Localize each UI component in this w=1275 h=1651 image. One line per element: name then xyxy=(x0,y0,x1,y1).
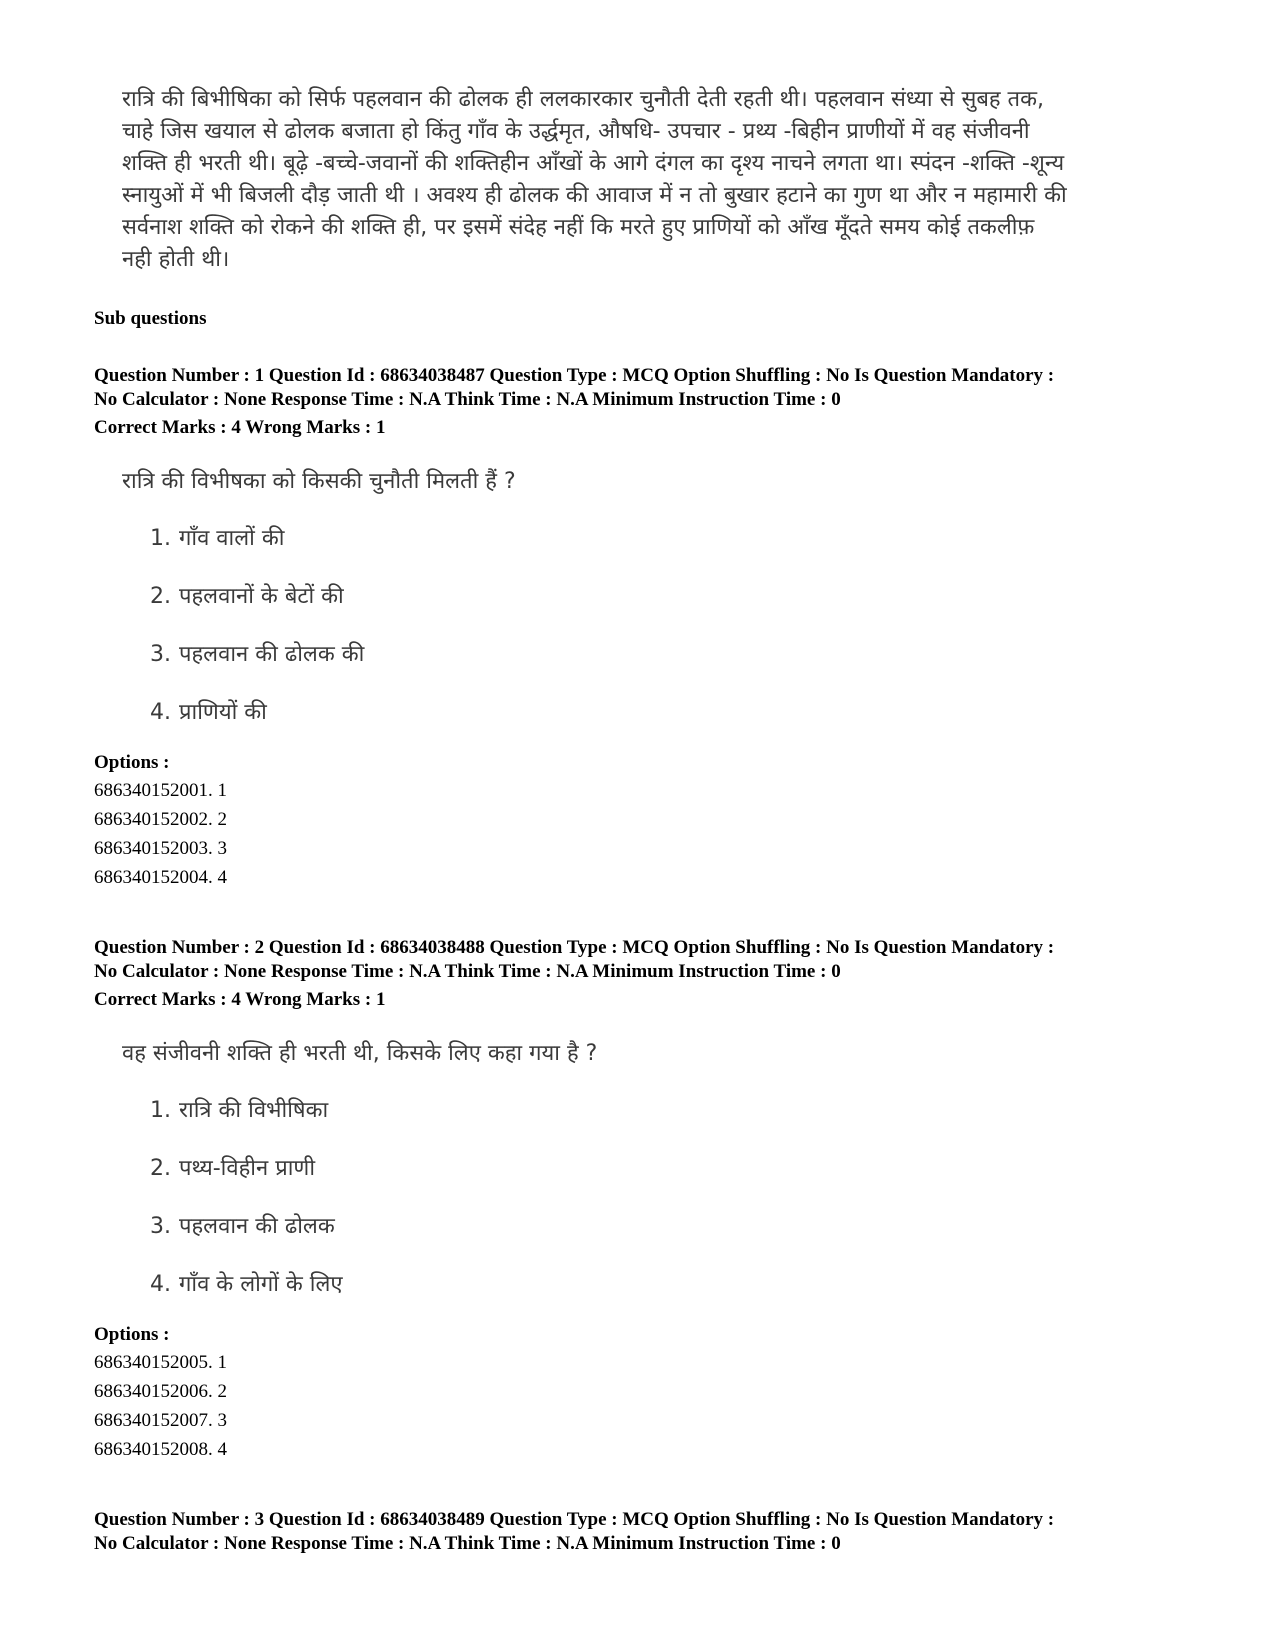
question-meta-line: No Calculator : None Response Time : N.A Think Time : N.A Minimum Instruction Time : 0 xyxy=(94,961,841,982)
option-id-line: 686340152001. 1 xyxy=(94,780,227,801)
option-id-line: 686340152003. 3 xyxy=(94,838,227,859)
question-1-text: रात्रि की विभीषका को किसकी चुनौती मिलती हैं ? xyxy=(122,469,516,494)
question-meta-line: Question Number : 2 Question Id : 68634038488 Question Type : MCQ Option Shuffling : No Is Question Mandatory : xyxy=(94,937,1055,958)
question-meta-line: Question Number : 3 Question Id : 68634038489 Question Type : MCQ Option Shuffling : No Is Question Mandatory : xyxy=(94,1509,1055,1530)
question-meta-line: No Calculator : None Response Time : N.A Think Time : N.A Minimum Instruction Time : 0 xyxy=(94,1533,841,1554)
choice-number: 3. xyxy=(150,1214,171,1239)
choice-number: 2. xyxy=(150,1156,171,1181)
question-3-meta xyxy=(94,1508,1194,1556)
question-1-choice-4 xyxy=(150,696,267,726)
question-2-meta xyxy=(94,936,1194,1012)
passage-text xyxy=(122,84,1192,276)
choice-text: रात्रि की विभीषिका xyxy=(179,1098,329,1123)
choice-number: 1. xyxy=(150,526,171,551)
passage-line: शक्ति ही भरती थी। बूढ़े -बच्चे-जवानों की शक्तिहीन आँखों के आगे दंगल का दृश्य नाचने लगता था। स्पंदन -शक्ति -शून्य xyxy=(122,151,1065,176)
passage-line: सर्वनाश शक्ति को रोकने की शक्ति ही, पर इसमें संदेह नहीं कि मरते हुए प्राणियों को आँख मूँदते समय कोई तकलीफ़ xyxy=(122,215,1035,240)
option-id-line: 686340152005. 1 xyxy=(94,1352,227,1373)
passage-line: स्नायुओं में भी बिजली दौड़ जाती थी । अवश्य ही ढोलक की आवाज में न तो बुखार हटाने का गुण था और न महामारी की xyxy=(122,183,1067,208)
option-id-line: 686340152004. 4 xyxy=(94,867,227,888)
choice-text: पहलवान की ढोलक की xyxy=(179,642,365,667)
choice-number: 1. xyxy=(150,1098,171,1123)
choice-text: गाँव के लोगों के लिए xyxy=(179,1272,343,1297)
choice-number: 4. xyxy=(150,1272,171,1297)
choice-text: प्राणियों की xyxy=(179,700,267,725)
choice-text: पहलवानों के बेटों की xyxy=(179,584,344,609)
question-2-text: वह संजीवनी शक्ति ही भरती थी, किसके लिए कहा गया है ? xyxy=(122,1041,598,1066)
choice-number: 2. xyxy=(150,584,171,609)
question-1-choice-1 xyxy=(150,522,284,552)
question-1-meta xyxy=(94,364,1194,440)
question-meta-line: No Calculator : None Response Time : N.A Think Time : N.A Minimum Instruction Time : 0 xyxy=(94,389,841,410)
option-id-line: 686340152002. 2 xyxy=(94,809,227,830)
choice-text: पथ्य-विहीन प्राणी xyxy=(179,1156,316,1181)
question-2-choice-1 xyxy=(150,1094,328,1124)
sub-questions-heading: Sub questions xyxy=(94,308,207,329)
passage-line: रात्रि की बिभीषिका को सिर्फ पहलवान की ढोलक ही ललकारकार चुनौती देती रहती थी। पहलवान संध्या से सुबह तक, xyxy=(122,87,1044,112)
choice-text: पहलवान की ढोलक xyxy=(179,1214,335,1239)
passage-line: चाहे जिस खयाल से ढोलक बजाता हो किंतु गाँव के उर्द्धमृत, औषधि- उपचार - प्रथ्य -बिहीन प्राणीयों में वह संजीवनी xyxy=(122,119,1030,144)
choice-text: गाँव वालों की xyxy=(179,526,285,551)
question-2-choice-3 xyxy=(150,1210,335,1240)
question-meta-line: Question Number : 1 Question Id : 68634038487 Question Type : MCQ Option Shuffling : No Is Question Mandatory : xyxy=(94,365,1055,386)
choice-number: 4. xyxy=(150,700,171,725)
passage-line: नही होती थी। xyxy=(122,247,230,272)
question-1-choice-2 xyxy=(150,580,344,610)
option-id-line: 686340152007. 3 xyxy=(94,1410,227,1431)
question-1-choice-3 xyxy=(150,638,364,668)
question-2-choice-2 xyxy=(150,1152,315,1182)
question-marks: Correct Marks : 4 Wrong Marks : 1 xyxy=(94,989,386,1010)
question-2-choice-4 xyxy=(150,1268,343,1298)
question-2-options-label: Options : xyxy=(94,1324,170,1345)
option-id-line: 686340152006. 2 xyxy=(94,1381,227,1402)
question-marks: Correct Marks : 4 Wrong Marks : 1 xyxy=(94,417,386,438)
option-id-line: 686340152008. 4 xyxy=(94,1439,227,1460)
choice-number: 3. xyxy=(150,642,171,667)
question-1-options-label: Options : xyxy=(94,752,170,773)
